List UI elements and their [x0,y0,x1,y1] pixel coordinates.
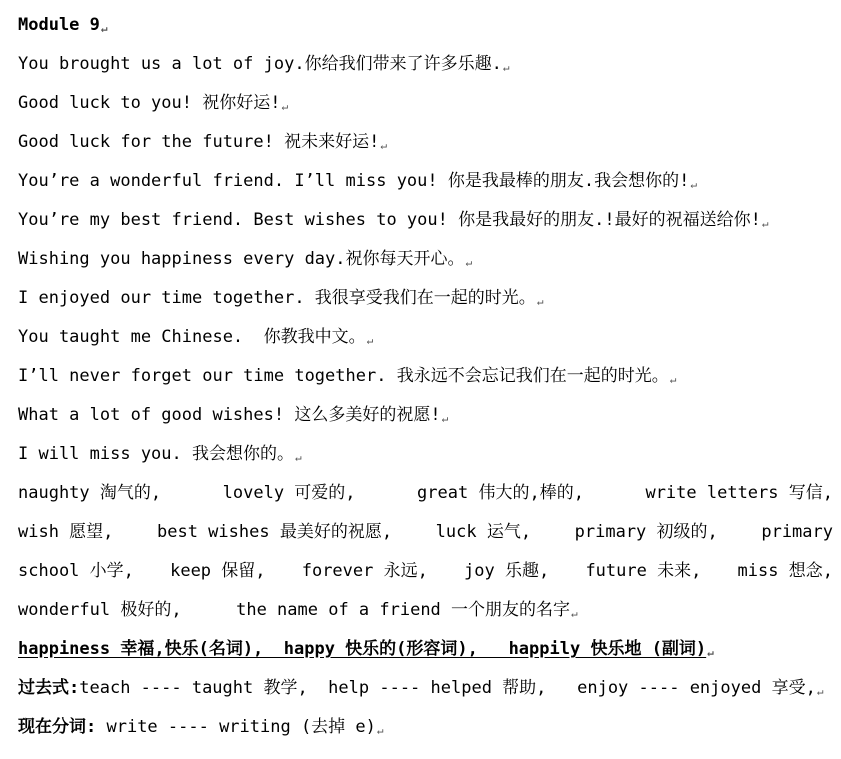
vocabulary-term: wonderful 极好的, [18,600,182,620]
vocabulary-row [18,558,833,597]
vocabulary-term: the name of a friend 一个朋友的名字 [236,600,571,620]
vocabulary-term: lovely 可爱的, [222,483,356,503]
sentence-line: I’ll never forget our time together. 我永远不会忘记我们在一起的时光。↵ [18,366,677,386]
vocabulary-term: miss 想念, [737,561,833,581]
sentence-line: Good luck to you! 祝你好运!↵ [18,93,289,113]
paragraph-mark-icon: ↵ [465,256,473,269]
word-forms-line: happiness 幸福,快乐(名词), happy 快乐的(形容词), happily 快乐地 (副词)↵ [18,639,714,659]
past-tense-line [18,675,833,714]
vocabulary-term: wish 愿望, [18,522,114,542]
vocabulary-block [18,480,833,636]
paragraph-mark-icon: ↵ [536,295,544,308]
sentence-line: You’re a wonderful friend. I’ll miss you! 你是我最棒的朋友.我会想你的!↵ [18,171,697,191]
vocabulary-term: primary [761,522,833,542]
paragraph-mark-icon: ↵ [707,646,714,659]
paragraph-mark-icon: ↵ [669,373,677,386]
paragraph-mark-icon: ↵ [376,724,384,737]
vocabulary-row [18,519,833,558]
sentence-line: Wishing you happiness every day.祝你每天开心。↵ [18,249,473,269]
vocabulary-term: best wishes 最美好的祝愿, [157,522,393,542]
vocabulary-term: future 未来, [585,561,702,581]
paragraph-mark-icon: ↵ [502,61,510,74]
vocabulary-term: keep 保留, [170,561,266,581]
paragraph-mark-icon: ↵ [690,178,697,191]
vocabulary-term: great 伟大的,棒的, [417,483,584,503]
present-participle-line [18,714,833,753]
past-tense-label: 过去式: [18,678,80,698]
vocabulary-term: school 小学, [18,561,134,581]
present-participle-label: 现在分词: [18,717,97,737]
sentence-line: I enjoyed our time together. 我很享受我们在一起的时光。↵ [18,288,544,308]
vocabulary-row [18,597,833,636]
paragraph-mark-icon: ↵ [281,100,289,113]
sentence-line: You’re my best friend. Best wishes to you! 你是我最好的朋友.!最好的祝福送给你!↵ [18,210,769,230]
sentence-line: What a lot of good wishes! 这么多美好的祝愿!↵ [18,405,449,425]
vocabulary-term: primary 初级的, [574,522,718,542]
past-tense-text: teach ---- taught 教学, help ---- helped 帮助, enjoy ---- enjoyed 享受, [79,678,816,698]
vocabulary-row [18,480,833,519]
paragraph-mark-icon: ↵ [295,451,302,464]
vocabulary-term: luck 运气, [435,522,532,542]
sentence-line: Good luck for the future! 祝未来好运!↵ [18,132,387,152]
document-page [18,12,833,753]
sentence-list [18,51,833,480]
paragraph-mark-icon: ↵ [571,607,578,620]
paragraph-mark-icon: ↵ [380,139,387,152]
paragraph-mark-icon: ↵ [816,685,824,698]
paragraph-mark-icon: ↵ [761,217,769,230]
paragraph-mark-icon: ↵ [366,334,374,347]
vocabulary-term: forever 永远, [301,561,428,581]
present-participle-text: write ---- writing (去掉 e) [96,717,376,737]
vocabulary-term: naughty 淘气的, [18,483,162,503]
sentence-line: I will miss you. 我会想你的。↵ [18,444,302,464]
sentence-line: You brought us a lot of joy.你给我们带来了许多乐趣.↵ [18,54,510,74]
vocabulary-term: write letters 写信, [645,483,833,503]
sentence-line: You taught me Chinese. 你教我中文。↵ [18,327,374,347]
module-title: Module 9↵ [18,15,108,35]
paragraph-mark-icon: ↵ [441,412,449,425]
vocabulary-term: joy 乐趣, [464,561,550,581]
paragraph-mark-icon: ↵ [100,22,108,35]
